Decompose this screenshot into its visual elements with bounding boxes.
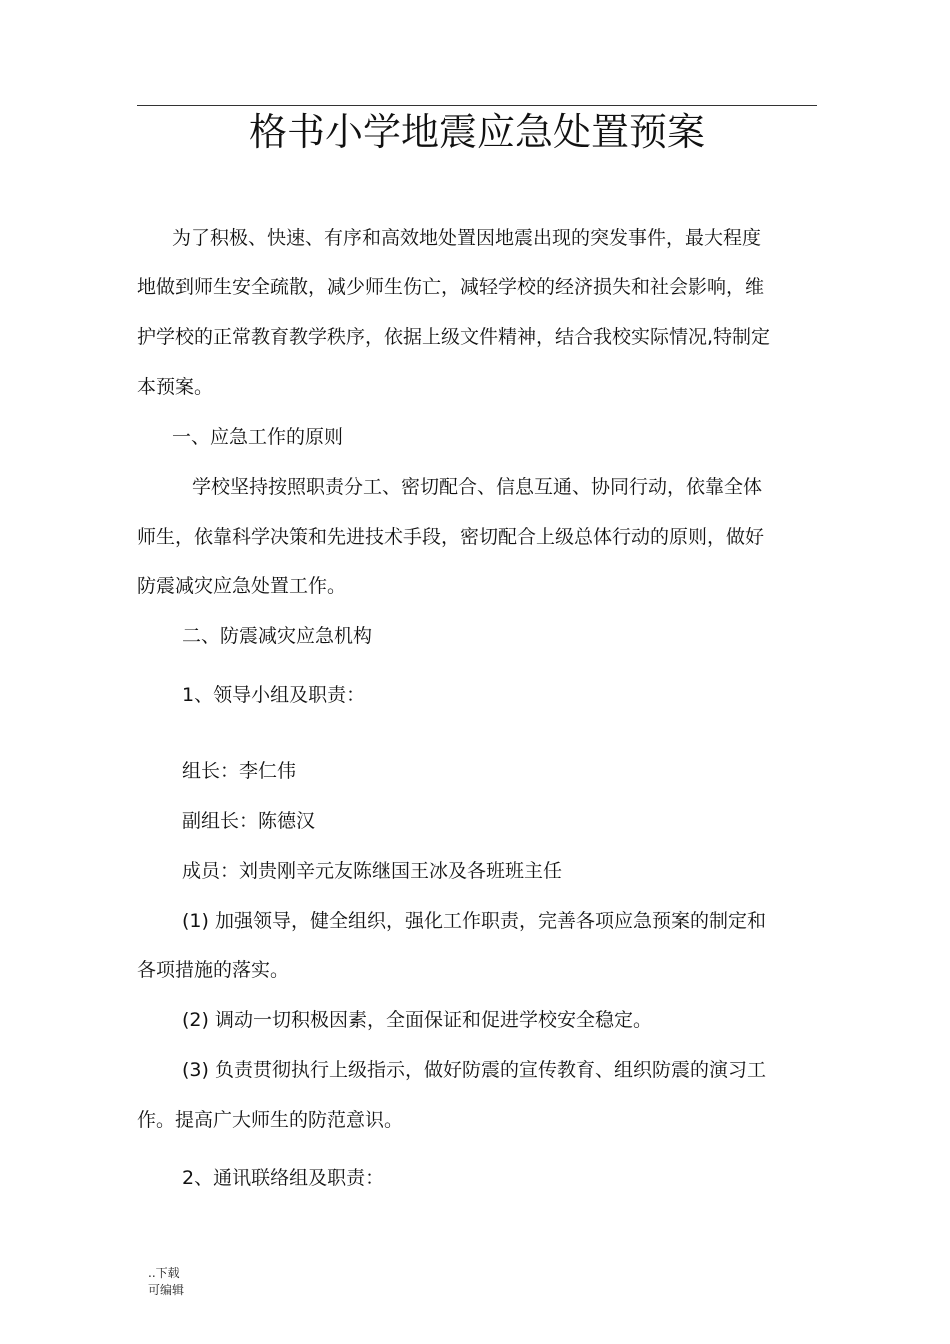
- principles-line-2: 师生，依靠科学决策和先进技术手段，密切配合上级总体行动的原则，做好: [137, 526, 765, 548]
- subsection-heading-leadership: 1、领导小组及职责：: [182, 684, 366, 706]
- duty-1-line-2: 各项措施的落实。: [137, 959, 290, 981]
- leader-line: 组长：李仁伟: [182, 760, 297, 782]
- duty-3-line-2: 作。提高广大师生的防范意识。: [137, 1109, 404, 1131]
- duty-1-line-1: (1) 加强领导，健全组织，强化工作职责，完善各项应急预案的制定和: [182, 910, 766, 932]
- section-heading-organization: 二、防震减灾应急机构: [182, 625, 373, 647]
- intro-line-2: 地做到师生安全疏散，减少师生伤亡，减轻学校的经济损失和社会影响，维: [137, 276, 765, 298]
- members-line: 成员：刘贵刚辛元友陈继国王冰及各班班主任: [182, 860, 563, 882]
- subsection-heading-communication: 2、通讯联络组及职责：: [182, 1167, 385, 1189]
- duty-3-line-1: (3) 负责贯彻执行上级指示，做好防震的宣传教育、组织防震的演习工: [182, 1059, 766, 1081]
- footer-download-label: ..下载: [148, 1266, 180, 1280]
- duty-2-line: (2) 调动一切积极因素，全面保证和促进学校安全稳定。: [182, 1009, 652, 1031]
- principles-line-3: 防震减灾应急处置工作。: [137, 575, 347, 597]
- intro-line-4: 本预案。: [137, 376, 214, 398]
- deputy-leader-line: 副组长：陈德汉: [182, 810, 316, 832]
- footer-editable-label: 可编辑: [148, 1283, 185, 1297]
- document-title: 格书小学地震应急处置预案: [248, 110, 705, 154]
- intro-line-3: 护学校的正常教育教学秩序，依据上级文件精神，结合我校实际情况,特制定: [137, 326, 771, 348]
- principles-line-1: 学校坚持按照职责分工、密切配合、信息互通、协同行动，依靠全体: [192, 476, 763, 498]
- section-heading-principles: 一、应急工作的原则: [172, 426, 344, 448]
- intro-line-1: 为了积极、快速、有序和高效地处置因地震出现的突发事件，最大程度: [172, 227, 762, 249]
